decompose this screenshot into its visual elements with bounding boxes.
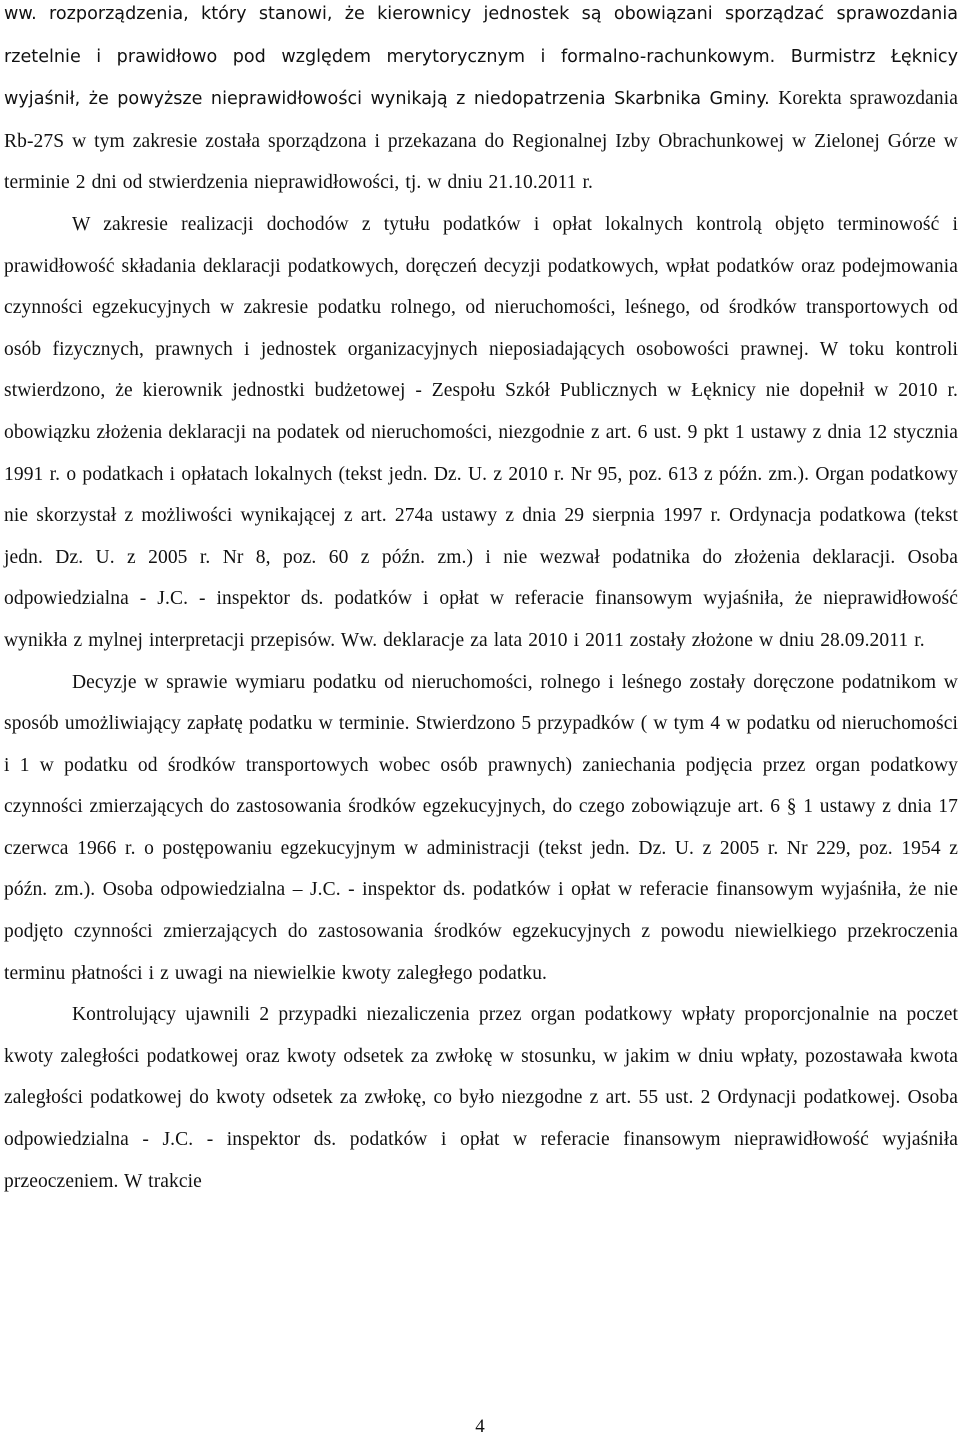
paragraph-4-text: Kontrolujący ujawnili 2 przypadki niezaliczenia przez organ podatkowy wpłaty proporcjonalnie na poczet kwoty zaległości podatkowej oraz kwoty odsetek za zwłokę w stosunku, w jakim w dniu wpłaty, pozostawała kwota zaległości podatkowej do kwoty odsetek za zwłokę, co było niezgodne z art. 55 ust. 2 Ordynacji podatkowej. Osoba odpowiedzialna - J.C. - inspektor ds. podatków i opłat w referacie finansowym nieprawidłowość wyjaśniła przeoczeniem. W trakcie: [4, 1004, 958, 1192]
paragraph-1: [4, 0, 958, 204]
paragraph-2-text: W zakresie realizacji dochodów z tytułu podatków i opłat lokalnych kontrolą objęto terminowość i prawidłowość składania deklaracji podatkowych, doręczeń decyzji podatkowych, wpłat podatków oraz podejmowania czynności egzekucyjnych w zakresie podatku rolnego, od nieruchomości, leśnego, od środków transportowych od osób fizycznych, prawnych i jednostek organizacyjnych nieposiadających osobowości prawnej. W toku kontroli stwierdzono, że kierownik jednostki budżetowej - Zespołu Szkół Publicznych w Łęknicy nie dopełnił w 2010 r. obowiązku złożenia deklaracji na podatek od nieruchomości, niezgodnie z art. 6 ust. 9 pkt 1 ustawy z dnia 12 stycznia 1991 r. o podatkach i opłatach lokalnych (tekst jedn. Dz. U. z 2010 r. Nr 95, poz. 613 z późn. zm.). Organ podatkowy nie skorzystał z możliwości wynikającej z art. 274a ustawy z dnia 29 sierpnia 1997 r. Ordynacja podatkowa (tekst jedn. Dz. U. z 2005 r. Nr 8, poz. 60 z późn. zm.) i nie wezwał podatnika do złożenia deklaracji. Osoba odpowiedzialna - J.C. - inspektor ds. podatków i opłat w referacie finansowym wyjaśniła, że nieprawidłowość wynikła z mylnej interpretacji przepisów. Ww. deklaracje za lata 2010 i 2011 zostały złożone w dniu 28.09.2011 r.: [4, 213, 958, 651]
paragraph-1-segment-2: Korekta sprawozdania Rb-27S w tym zakresie została sporządzona i przekazana do Regionalnej Izby Obrachunkowej w Zielonej Górze w terminie 2 dni od stwierdzenia nieprawidłowości, tj. w dniu 21.10.2011 r.: [4, 88, 958, 194]
paragraph-4: [4, 994, 958, 1202]
paragraph-3-text: Decyzje w sprawie wymiaru podatku od nieruchomości, rolnego i leśnego zostały doręczone podatnikom w sposób umożliwiający zapłatę podatku w terminie. Stwierdzono 5 przypadków ( w tym 4 w podatku od nieruchomości i 1 w podatku od środków transportowych wobec osób prawnych) zaniechania podjęcia przez organ podatkowy czynności zmierzających do zastosowania środków egzekucyjnych, do czego zobowiązuje art. 6 § 1 ustawy z dnia 17 czerwca 1966 r. o postępowaniu egzekucyjnym w administracji (tekst jedn. Dz. U. z 2005 r. Nr 229, poz. 1954 z późn. zm.). Osoba odpowiedzialna – J.C. - inspektor ds. podatków i opłat w referacie finansowym wyjaśniła, że nie podjęto czynności zmierzających do zastosowania środków egzekucyjnych z powodu niewielkiego przekroczenia terminu płatności i z uwagi na niewielkie kwoty zaległego podatku.: [4, 671, 958, 984]
paragraph-2: [4, 204, 958, 662]
page-number: 4: [475, 1416, 485, 1437]
paragraph-1-segment-1: ww. rozporządzenia, który stanowi, że kierownicy jednostek są obowiązani sporządzać sprawozdania rzetelnie i prawidłowo pod względem merytorycznym i formalno-rachunkowym. Burmistrz Łęknicy wyjaśnił, że powyższe nieprawidłowości wynikają z niedopatrzenia Skarbnika Gminy.: [4, 4, 958, 110]
paragraph-3: [4, 662, 958, 995]
